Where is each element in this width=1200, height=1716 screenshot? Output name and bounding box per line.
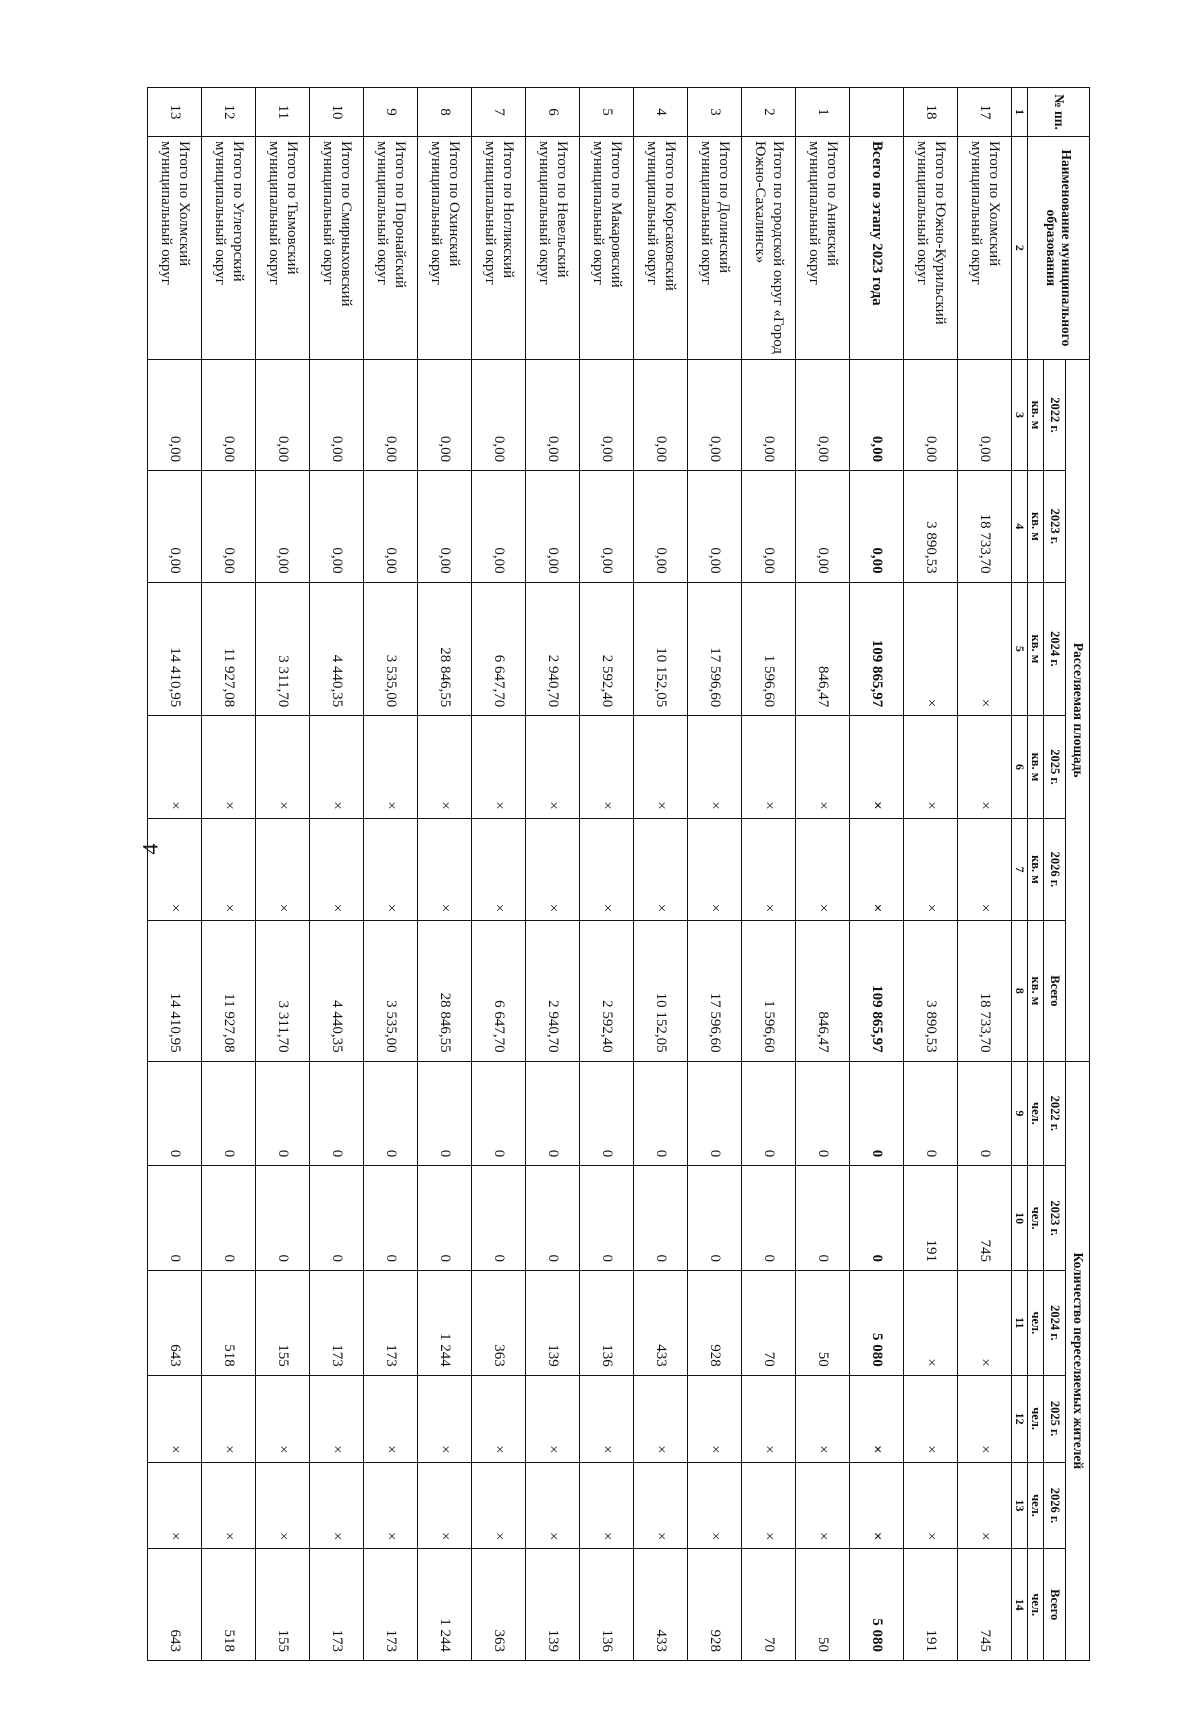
- area-cell-24: 28 846,55: [417, 582, 471, 716]
- row-number: 13: [147, 88, 201, 137]
- area-cell-24: 2 592,40: [579, 582, 633, 716]
- people-cell-t: 136: [579, 1549, 633, 1661]
- table-row: [687, 88, 741, 1661]
- area-cell-24: 10 152,05: [633, 582, 687, 716]
- people-unit-header: чел.: [1027, 1375, 1043, 1462]
- row-number: [849, 88, 903, 137]
- municipality-name: Итого по Корсаковский муниципальный округ: [633, 137, 687, 360]
- people-cell-22: 0: [741, 1061, 795, 1166]
- table-row: [957, 88, 1011, 1661]
- people-cell-24: 139: [525, 1270, 579, 1375]
- people-cell-26: ×: [741, 1462, 795, 1549]
- area-cell-23: 0,00: [147, 471, 201, 582]
- people-cell-23: 0: [147, 1166, 201, 1271]
- people-cell-t: 173: [363, 1549, 417, 1661]
- table-row: [255, 88, 309, 1661]
- header-no: № пп.: [1027, 88, 1089, 137]
- header-area-group: Расселяемая площадь: [1066, 359, 1090, 1061]
- area-cell-23: 0,00: [255, 471, 309, 582]
- people-cell-22: 0: [687, 1061, 741, 1166]
- area-cell-26: ×: [579, 818, 633, 920]
- people-cell-26: ×: [633, 1462, 687, 1549]
- area-unit-header: кв. м: [1027, 818, 1043, 920]
- area-cell-25: ×: [201, 716, 255, 818]
- area-cell-24: 2 940,70: [525, 582, 579, 716]
- table-row: [903, 88, 957, 1661]
- area-cell-25: ×: [525, 716, 579, 818]
- area-cell-t: 6 647,70: [471, 921, 525, 1061]
- people-cell-24: 173: [363, 1270, 417, 1375]
- people-cell-25: ×: [255, 1375, 309, 1462]
- area-cell-t: 4 440,35: [309, 921, 363, 1061]
- row-number: 6: [525, 88, 579, 137]
- people-cell-t: 70: [741, 1549, 795, 1661]
- area-cell-23: 18 733,70: [957, 471, 1011, 582]
- area-cell-24: 4 440,35: [309, 582, 363, 716]
- area-cell-22: 0,00: [741, 359, 795, 470]
- people-cell-24: 1 244: [417, 1270, 471, 1375]
- area-cell-23: 0,00: [849, 471, 903, 582]
- area-year-header: 2023 г.: [1044, 471, 1066, 582]
- municipality-name: Итого по Охинский муниципальный округ: [417, 137, 471, 360]
- municipality-name: Итого по Ногликский муниципальный округ: [471, 137, 525, 360]
- table-row: [201, 88, 255, 1661]
- table-row: [795, 88, 849, 1661]
- people-cell-26: ×: [579, 1462, 633, 1549]
- area-cell-26: ×: [741, 818, 795, 920]
- people-cell-23: 0: [795, 1166, 849, 1271]
- people-cell-26: ×: [525, 1462, 579, 1549]
- area-cell-25: ×: [741, 716, 795, 818]
- municipality-name: Итого по Поронайский муниципальный округ: [363, 137, 417, 360]
- column-index: 1: [1011, 88, 1027, 137]
- table-row: [417, 88, 471, 1661]
- area-cell-26: ×: [255, 818, 309, 920]
- people-cell-24: 70: [741, 1270, 795, 1375]
- people-cell-24: 5 080: [849, 1270, 903, 1375]
- area-cell-25: ×: [471, 716, 525, 818]
- people-cell-23: 0: [417, 1166, 471, 1271]
- row-number: 8: [417, 88, 471, 137]
- people-cell-22: 0: [849, 1061, 903, 1166]
- people-cell-t: 5 080: [849, 1549, 903, 1661]
- area-cell-24: 14 410,95: [147, 582, 201, 716]
- people-cell-23: 745: [957, 1166, 1011, 1271]
- row-number: 1: [795, 88, 849, 137]
- header-name: Наименование муниципального образования: [1027, 137, 1089, 360]
- row-number: 5: [579, 88, 633, 137]
- area-cell-25: ×: [903, 716, 957, 818]
- area-cell-24: 3 535,00: [363, 582, 417, 716]
- people-cell-26: ×: [363, 1462, 417, 1549]
- table-row: [741, 88, 795, 1661]
- people-year-header: 2023 г.: [1044, 1166, 1066, 1271]
- people-cell-25: ×: [471, 1375, 525, 1462]
- area-cell-26: ×: [201, 818, 255, 920]
- area-cell-24: 1 596,60: [741, 582, 795, 716]
- people-cell-24: 643: [147, 1270, 201, 1375]
- municipality-name: Итого по Невельский муниципальный округ: [525, 137, 579, 360]
- area-cell-24: ×: [957, 582, 1011, 716]
- area-year-header: 2026 г.: [1044, 818, 1066, 920]
- people-cell-24: 136: [579, 1270, 633, 1375]
- area-unit-header: кв. м: [1027, 716, 1043, 818]
- people-cell-22: 0: [957, 1061, 1011, 1166]
- column-index: 2: [1011, 137, 1027, 360]
- area-cell-26: ×: [903, 818, 957, 920]
- people-cell-23: 0: [633, 1166, 687, 1271]
- people-cell-22: 0: [417, 1061, 471, 1166]
- municipality-name: Итого по Холмский муниципальный округ: [147, 137, 201, 360]
- area-cell-22: 0,00: [633, 359, 687, 470]
- people-cell-26: ×: [201, 1462, 255, 1549]
- area-unit-header: кв. м: [1027, 582, 1043, 716]
- resettlement-table-container: [158, 87, 1090, 1661]
- area-year-header: 2024 г.: [1044, 582, 1066, 716]
- area-unit-header: кв. м: [1027, 471, 1043, 582]
- area-cell-23: 0,00: [633, 471, 687, 582]
- table-row: [633, 88, 687, 1661]
- municipality-name: Итого по Холмский муниципальный округ: [957, 137, 1011, 360]
- area-cell-23: 0,00: [579, 471, 633, 582]
- table-total-row: [849, 88, 903, 1661]
- area-cell-26: ×: [471, 818, 525, 920]
- area-cell-22: 0,00: [795, 359, 849, 470]
- people-cell-23: 0: [201, 1166, 255, 1271]
- people-cell-t: 1 244: [417, 1549, 471, 1661]
- people-unit-header: чел.: [1027, 1549, 1043, 1661]
- people-year-header: Всего: [1044, 1549, 1066, 1661]
- table-row: [525, 88, 579, 1661]
- people-cell-25: ×: [633, 1375, 687, 1462]
- people-cell-22: 0: [363, 1061, 417, 1166]
- area-cell-22: 0,00: [363, 359, 417, 470]
- people-cell-25: ×: [849, 1375, 903, 1462]
- people-cell-24: ×: [957, 1270, 1011, 1375]
- area-cell-23: 0,00: [795, 471, 849, 582]
- people-cell-24: 155: [255, 1270, 309, 1375]
- people-cell-t: 173: [309, 1549, 363, 1661]
- people-cell-26: ×: [471, 1462, 525, 1549]
- area-cell-t: 10 152,05: [633, 921, 687, 1061]
- people-cell-24: ×: [903, 1270, 957, 1375]
- area-cell-26: ×: [849, 818, 903, 920]
- area-cell-t: 1 596,60: [741, 921, 795, 1061]
- people-cell-25: ×: [147, 1375, 201, 1462]
- people-cell-24: 173: [309, 1270, 363, 1375]
- area-cell-22: 0,00: [525, 359, 579, 470]
- people-year-header: 2025 г.: [1044, 1375, 1066, 1462]
- people-cell-23: 0: [849, 1166, 903, 1271]
- area-cell-t: 3 311,70: [255, 921, 309, 1061]
- area-cell-23: 0,00: [741, 471, 795, 582]
- people-cell-t: 50: [795, 1549, 849, 1661]
- area-cell-23: 0,00: [363, 471, 417, 582]
- area-cell-22: 0,00: [957, 359, 1011, 470]
- column-index: 10: [1011, 1166, 1027, 1271]
- people-cell-23: 0: [741, 1166, 795, 1271]
- people-cell-25: ×: [363, 1375, 417, 1462]
- column-index: 13: [1011, 1462, 1027, 1549]
- column-index: 6: [1011, 716, 1027, 818]
- municipality-name: Итого по Смирныховский муниципальный округ: [309, 137, 363, 360]
- row-number: 10: [309, 88, 363, 137]
- row-number: 9: [363, 88, 417, 137]
- area-cell-22: 0,00: [417, 359, 471, 470]
- area-cell-26: ×: [363, 818, 417, 920]
- people-cell-25: ×: [201, 1375, 255, 1462]
- area-cell-22: 0,00: [309, 359, 363, 470]
- area-cell-24: 11 927,08: [201, 582, 255, 716]
- people-cell-22: 0: [579, 1061, 633, 1166]
- people-cell-t: 518: [201, 1549, 255, 1661]
- area-cell-25: ×: [687, 716, 741, 818]
- people-cell-24: 518: [201, 1270, 255, 1375]
- people-cell-25: ×: [903, 1375, 957, 1462]
- people-cell-t: 928: [687, 1549, 741, 1661]
- table-row: [363, 88, 417, 1661]
- area-cell-25: ×: [147, 716, 201, 818]
- area-cell-24: 6 647,70: [471, 582, 525, 716]
- row-number: 7: [471, 88, 525, 137]
- column-index: 4: [1011, 471, 1027, 582]
- area-cell-22: 0,00: [687, 359, 741, 470]
- people-unit-header: чел.: [1027, 1166, 1043, 1271]
- people-cell-t: 745: [957, 1549, 1011, 1661]
- people-cell-t: 433: [633, 1549, 687, 1661]
- area-cell-t: 28 846,55: [417, 921, 471, 1061]
- page-number: 4: [137, 843, 163, 855]
- area-cell-25: ×: [849, 716, 903, 818]
- area-cell-23: 3 890,53: [903, 471, 957, 582]
- area-cell-25: ×: [417, 716, 471, 818]
- people-cell-t: 155: [255, 1549, 309, 1661]
- people-cell-26: ×: [849, 1462, 903, 1549]
- people-cell-25: ×: [525, 1375, 579, 1462]
- area-cell-t: 109 865,97: [849, 921, 903, 1061]
- people-cell-22: 0: [525, 1061, 579, 1166]
- area-cell-t: 846,47: [795, 921, 849, 1061]
- area-cell-22: 0,00: [471, 359, 525, 470]
- people-cell-25: ×: [741, 1375, 795, 1462]
- municipality-name: Итого по Углегорский муниципальный округ: [201, 137, 255, 360]
- people-cell-25: ×: [687, 1375, 741, 1462]
- people-cell-23: 0: [255, 1166, 309, 1271]
- header-people-group: Количество переселяемых жителей: [1066, 1061, 1090, 1660]
- area-cell-25: ×: [957, 716, 1011, 818]
- area-cell-t: 14 410,95: [147, 921, 201, 1061]
- area-cell-23: 0,00: [525, 471, 579, 582]
- column-index: 8: [1011, 921, 1027, 1061]
- municipality-name: Итого по Макаровский муниципальный округ: [579, 137, 633, 360]
- people-cell-26: ×: [957, 1462, 1011, 1549]
- people-cell-25: ×: [795, 1375, 849, 1462]
- area-cell-t: 3 535,00: [363, 921, 417, 1061]
- area-cell-22: 0,00: [201, 359, 255, 470]
- column-index: 3: [1011, 359, 1027, 470]
- area-cell-25: ×: [795, 716, 849, 818]
- area-unit-header: кв. м: [1027, 359, 1043, 470]
- municipality-name: Итого по Долинский муниципальный округ: [687, 137, 741, 360]
- row-number: 18: [903, 88, 957, 137]
- people-cell-26: ×: [903, 1462, 957, 1549]
- people-cell-26: ×: [147, 1462, 201, 1549]
- column-index: 5: [1011, 582, 1027, 716]
- column-index: 9: [1011, 1061, 1027, 1166]
- people-cell-24: 50: [795, 1270, 849, 1375]
- people-cell-24: 363: [471, 1270, 525, 1375]
- people-cell-25: ×: [579, 1375, 633, 1462]
- area-cell-23: 0,00: [309, 471, 363, 582]
- area-cell-24: 846,47: [795, 582, 849, 716]
- people-cell-23: 0: [363, 1166, 417, 1271]
- area-cell-25: ×: [255, 716, 309, 818]
- people-cell-22: 0: [795, 1061, 849, 1166]
- area-cell-t: 3 890,53: [903, 921, 957, 1061]
- people-year-header: 2026 г.: [1044, 1462, 1066, 1549]
- people-cell-23: 191: [903, 1166, 957, 1271]
- people-unit-header: чел.: [1027, 1270, 1043, 1375]
- area-cell-25: ×: [633, 716, 687, 818]
- row-number: 2: [741, 88, 795, 137]
- people-cell-t: 643: [147, 1549, 201, 1661]
- column-index: 11: [1011, 1270, 1027, 1375]
- area-cell-22: 0,00: [147, 359, 201, 470]
- people-cell-22: 0: [201, 1061, 255, 1166]
- area-cell-23: 0,00: [471, 471, 525, 582]
- people-cell-26: ×: [255, 1462, 309, 1549]
- area-cell-t: 11 927,08: [201, 921, 255, 1061]
- people-cell-22: 0: [147, 1061, 201, 1166]
- people-cell-23: 0: [579, 1166, 633, 1271]
- area-year-header: Всего: [1044, 921, 1066, 1061]
- area-cell-23: 0,00: [687, 471, 741, 582]
- table-row: [309, 88, 363, 1661]
- people-cell-25: ×: [309, 1375, 363, 1462]
- people-cell-23: 0: [309, 1166, 363, 1271]
- column-index: 12: [1011, 1375, 1027, 1462]
- table-body: [147, 88, 1011, 1661]
- people-cell-25: ×: [417, 1375, 471, 1462]
- area-cell-25: ×: [579, 716, 633, 818]
- area-year-header: 2025 г.: [1044, 716, 1066, 818]
- people-cell-26: ×: [417, 1462, 471, 1549]
- people-cell-25: ×: [957, 1375, 1011, 1462]
- table-row: [147, 88, 201, 1661]
- area-cell-26: ×: [147, 818, 201, 920]
- people-cell-22: 0: [255, 1061, 309, 1166]
- people-cell-24: 928: [687, 1270, 741, 1375]
- people-cell-22: 0: [903, 1061, 957, 1166]
- area-cell-26: ×: [957, 818, 1011, 920]
- area-cell-24: ×: [903, 582, 957, 716]
- municipality-name: Всего по этапу 2023 года: [849, 137, 903, 360]
- people-year-header: 2024 г.: [1044, 1270, 1066, 1375]
- people-cell-22: 0: [633, 1061, 687, 1166]
- municipality-name: Итого по Южно-Курильский муниципальный округ: [903, 137, 957, 360]
- table-row: [579, 88, 633, 1661]
- row-number: 12: [201, 88, 255, 137]
- people-cell-t: 191: [903, 1549, 957, 1661]
- area-cell-23: 0,00: [201, 471, 255, 582]
- resettlement-table: [147, 87, 1090, 1661]
- people-cell-23: 0: [525, 1166, 579, 1271]
- people-cell-22: 0: [309, 1061, 363, 1166]
- column-index: 7: [1011, 818, 1027, 920]
- area-cell-t: 2 592,40: [579, 921, 633, 1061]
- area-cell-24: 109 865,97: [849, 582, 903, 716]
- column-index: 14: [1011, 1549, 1027, 1661]
- table-header: [1011, 88, 1089, 1661]
- row-number: 3: [687, 88, 741, 137]
- area-cell-26: ×: [633, 818, 687, 920]
- area-cell-23: 0,00: [417, 471, 471, 582]
- people-cell-24: 433: [633, 1270, 687, 1375]
- row-number: 11: [255, 88, 309, 137]
- people-cell-26: ×: [309, 1462, 363, 1549]
- area-cell-22: 0,00: [903, 359, 957, 470]
- municipality-name: Итого по Тымовский муниципальный округ: [255, 137, 309, 360]
- area-unit-header: кв. м: [1027, 921, 1043, 1061]
- people-cell-23: 0: [471, 1166, 525, 1271]
- area-cell-26: ×: [417, 818, 471, 920]
- people-year-header: 2022 г.: [1044, 1061, 1066, 1166]
- area-cell-26: ×: [309, 818, 363, 920]
- area-cell-25: ×: [363, 716, 417, 818]
- row-number: 4: [633, 88, 687, 137]
- area-cell-t: 17 596,60: [687, 921, 741, 1061]
- people-cell-t: 139: [525, 1549, 579, 1661]
- row-number: 17: [957, 88, 1011, 137]
- municipality-name: Итого по городской округ «Город Южно-Сахалинск»: [741, 137, 795, 360]
- people-unit-header: чел.: [1027, 1061, 1043, 1166]
- people-cell-t: 363: [471, 1549, 525, 1661]
- area-cell-26: ×: [687, 818, 741, 920]
- area-cell-t: 2 940,70: [525, 921, 579, 1061]
- area-cell-22: 0,00: [255, 359, 309, 470]
- people-cell-26: ×: [687, 1462, 741, 1549]
- people-cell-22: 0: [471, 1061, 525, 1166]
- people-cell-23: 0: [687, 1166, 741, 1271]
- area-year-header: 2022 г.: [1044, 359, 1066, 470]
- municipality-name: Итого по Анивский муниципальный округ: [795, 137, 849, 360]
- area-cell-22: 0,00: [849, 359, 903, 470]
- area-cell-24: 3 311,70: [255, 582, 309, 716]
- area-cell-24: 17 596,60: [687, 582, 741, 716]
- area-cell-t: 18 733,70: [957, 921, 1011, 1061]
- people-unit-header: чел.: [1027, 1462, 1043, 1549]
- area-cell-26: ×: [795, 818, 849, 920]
- area-cell-25: ×: [309, 716, 363, 818]
- area-cell-26: ×: [525, 818, 579, 920]
- area-cell-22: 0,00: [579, 359, 633, 470]
- table-row: [471, 88, 525, 1661]
- people-cell-26: ×: [795, 1462, 849, 1549]
